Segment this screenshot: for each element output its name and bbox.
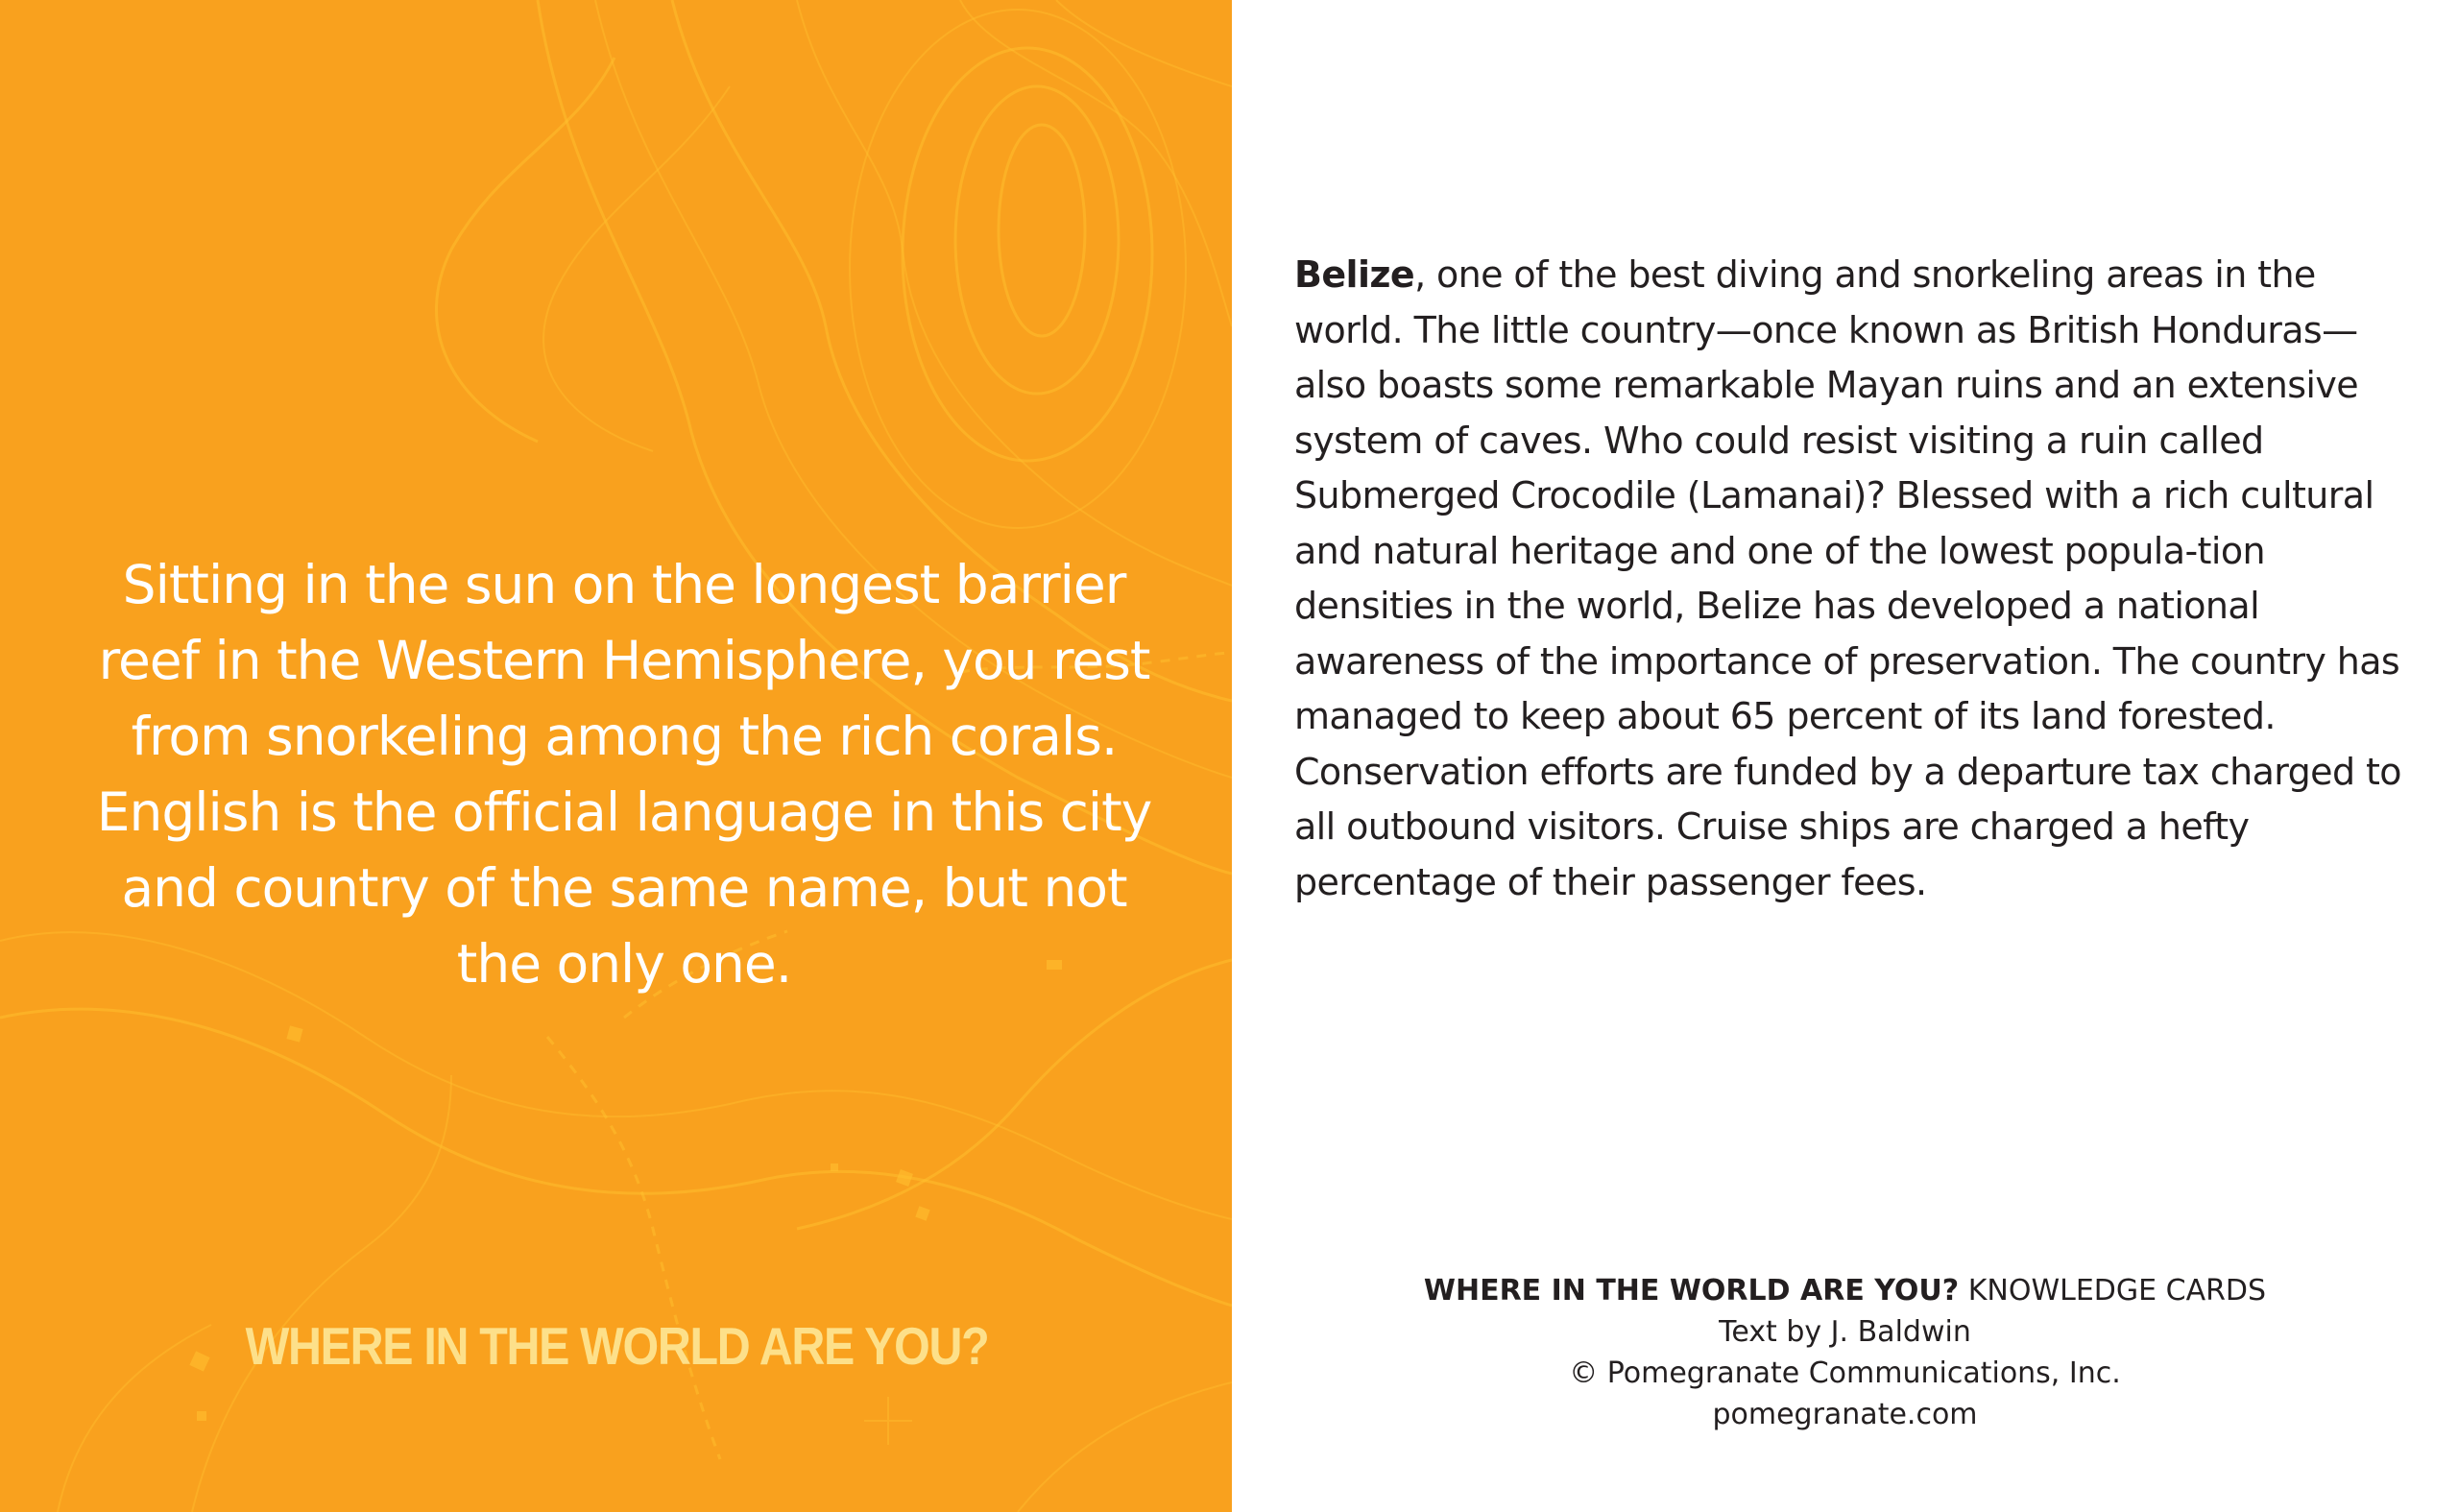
- series-line: [1232, 1270, 2458, 1311]
- series-suffix: KNOWLEDGE CARDS: [1959, 1274, 2267, 1308]
- answer-name: Belize: [1294, 253, 1415, 296]
- answer-text: , one of the best diving and snorkeling areas in the world. The little country—once known as British Honduras—also boasts some remarkable Mayan ruins and an extensive system of caves. Who could resist visiting a ruin called Submerged Crocodile (Lamanai)? Blessed with a rich cultural and natural heritage and one of the lowest popula-tion densities in the world, Belize has developed a national awareness of the importance of preservation. The country has managed to keep about 65 percent of its land forested. Conservation efforts are funded by a departure tax charged to all outbound visitors. Cruise ships are charged a hefty percentage of their passenger fees.: [1294, 253, 2401, 903]
- copyright-line: © Pomegranate Communications, Inc.: [1569, 1356, 2121, 1390]
- card-credits: [1232, 1270, 2458, 1435]
- card-front-title: WHERE IN THE WORLD ARE YOU?: [245, 1316, 989, 1376]
- author-line: Text by J. Baldwin: [1719, 1315, 1971, 1349]
- answer-paragraph: [1294, 248, 2427, 910]
- card-back: [1232, 0, 2458, 1512]
- series-title: WHERE IN THE WORLD ARE YOU?: [1423, 1274, 1960, 1308]
- website-line: pomegranate.com: [1712, 1398, 1978, 1431]
- riddle-text: Sitting in the sun on the longest barrier reef in the Western Hemisphere, you rest from snorkeling among the rich corals. English is the official language in this city and country of the same name, but not the only one.: [96, 554, 1152, 995]
